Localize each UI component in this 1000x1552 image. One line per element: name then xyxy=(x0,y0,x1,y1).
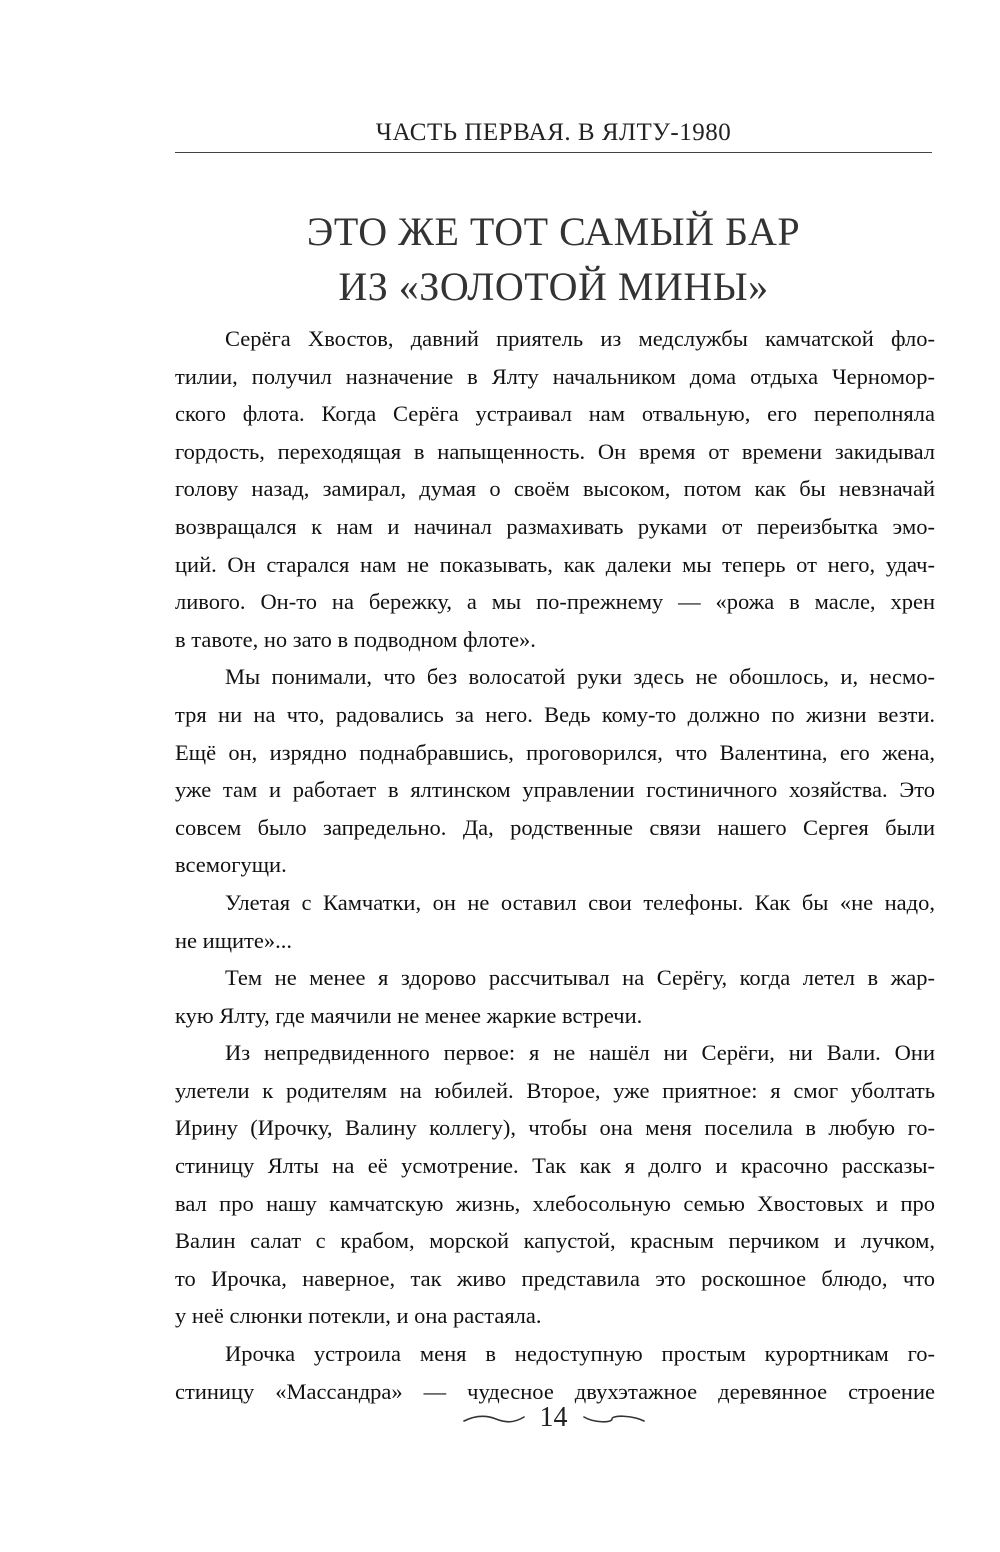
text-line: Улетая с Камчатки, он не оставил свои телефоны. Как бы «не надо, xyxy=(225,889,935,915)
running-head: ЧАСТЬ ПЕРВАЯ. В ЯЛТУ-1980 xyxy=(375,119,732,146)
text-line: стиницу Ялты на её усмотрение. Так как я долго и красочно рассказы- xyxy=(175,1153,935,1179)
text-line: Ирочка устроила меня в недоступную простым курортникам го- xyxy=(225,1341,935,1367)
right-swash-ornament xyxy=(582,1398,646,1438)
text-line: Ещё он, изрядно поднабравшись, проговорился, что Валентина, его жена, xyxy=(175,739,935,765)
text-line: тилии, получил назначение в Ялту начальником дома отдыха Черномор- xyxy=(175,363,935,389)
text-line: кую Ялту, где маячили не менее жаркие встречи. xyxy=(175,1002,643,1028)
text-line: Ирину (Ирочку, Валину коллегу), чтобы она меня поселила в любую го- xyxy=(175,1115,935,1141)
body-text xyxy=(175,320,935,1410)
paragraph xyxy=(175,1034,935,1335)
text-line: всемогущи. xyxy=(175,852,287,878)
text-line: Валин салат с крабом, морской капустой, красным перчиком и лучком, xyxy=(175,1228,935,1254)
text-line: уже там и работает в ялтинском управлении гостиничного хозяйства. Это xyxy=(175,777,935,803)
text-line: Тем не менее я здорово рассчитывал на Серёгу, когда летел в жар- xyxy=(225,965,935,991)
left-swash-ornament xyxy=(462,1398,526,1438)
paragraph xyxy=(175,658,935,884)
text-line: ливого. Он-то на бережку, а мы по-прежнему — «рожа в масле, хрен xyxy=(175,589,935,615)
page-number: 14 xyxy=(539,1401,568,1433)
text-line: возвращался к нам и начинал размахивать руками от переизбытка эмо- xyxy=(175,513,935,539)
text-line: тря ни на что, радовались за него. Ведь кому-то должно по жизни везти. xyxy=(175,701,935,727)
header-rule xyxy=(175,152,932,153)
paragraph xyxy=(175,884,935,959)
text-line: то Ирочка, наверное, так живо представила это роскошное блюдо, что xyxy=(175,1265,935,1291)
chapter-title xyxy=(175,204,932,314)
text-line: в тавоте, но зато в подводном флоте». xyxy=(175,626,536,652)
text-line: Серёга Хвостов, давний приятель из медслужбы камчатской фло- xyxy=(225,326,935,351)
text-line: у неё слюнки потекли, и она растаяла. xyxy=(175,1303,542,1329)
text-line: голову назад, замирал, думая о своём высоком, потом как бы невзначай xyxy=(175,476,935,502)
text-line: Мы понимали, что без волосатой руки здесь не обошлось, и, несмо- xyxy=(225,664,935,690)
paragraph xyxy=(175,959,935,1034)
text-line: ций. Он старался нам не показывать, как далеки мы теперь от него, удач- xyxy=(175,551,935,577)
text-line: ского флота. Когда Серёга устраивал нам отвальную, его переполняла xyxy=(175,401,935,427)
text-line: улетели к родителям на юбилей. Второе, уже приятное: я смог уболтать xyxy=(175,1077,935,1103)
text-line: Из непредвиденного первое: я не нашёл ни Серёги, ни Вали. Они xyxy=(225,1040,935,1066)
chapter-title-line: ИЗ «ЗОЛОТОЙ МИНЫ» xyxy=(338,264,769,309)
page-footer xyxy=(175,1396,932,1438)
chapter-title-line: ЭТО ЖЕ ТОТ САМЫЙ БАР xyxy=(306,209,801,254)
paragraph xyxy=(175,320,935,658)
text-line: стиницу «Массандра» — чудесное двухэтажное деревянное строение xyxy=(175,1378,935,1404)
text-line: гордость, переходящая в напыщенность. Он время от времени закидывал xyxy=(175,438,935,464)
text-line: совсем было запредельно. Да, родственные связи нашего Сергея были xyxy=(175,814,935,840)
text-line: не ищите»... xyxy=(175,927,293,953)
text-line: вал про нашу камчатскую жизнь, хлебосольную семью Хвостовых и про xyxy=(175,1190,935,1216)
